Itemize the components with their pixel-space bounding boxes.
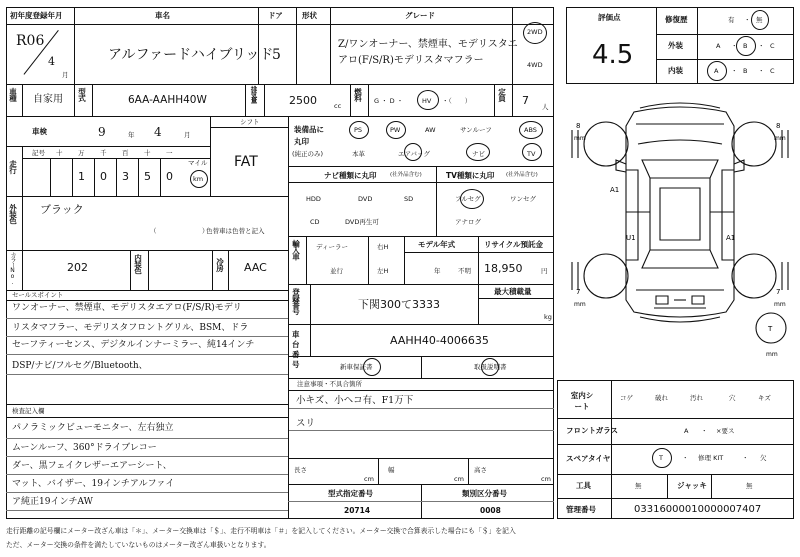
ext-dot2: ・ <box>758 42 765 50</box>
mileage-digit: 3 <box>122 170 129 183</box>
navi-dvd-play: DVD再生可 <box>345 218 379 226</box>
seat-item-4: 穴 <box>729 394 736 402</box>
mileage-digit: 5 <box>144 170 151 183</box>
diagram-mm-3: mm <box>574 301 586 308</box>
inspection-note-1: パノラミックビューモニター、左右独立 <box>12 423 174 433</box>
tools-value: 無 <box>635 482 642 490</box>
cooler-label: 冷房 <box>215 258 225 271</box>
cooler-value: AAC <box>244 261 267 274</box>
color-label: 外装色 <box>8 204 18 224</box>
kind-value: 自家用 <box>33 94 63 105</box>
chassis-value: AAHH40-4006635 <box>390 334 489 347</box>
jack-label: ジャッキ <box>677 481 707 490</box>
grade-line1: Z/ワンオーナー、禁煙車、モデリスタエ <box>338 39 518 50</box>
navi-hdd: HDD <box>306 195 321 203</box>
drive-2wd: 2WD <box>527 28 543 36</box>
new-warranty: 新車保証書 <box>340 363 373 371</box>
capacity-unit: 人 <box>542 103 549 111</box>
capacity-value: 7 <box>522 94 529 107</box>
color-paren: （ ） <box>150 227 209 235</box>
repair-no: 無 <box>756 16 763 24</box>
repair-label: 修復歴 <box>665 15 688 24</box>
shape-label: 形状 <box>302 11 317 20</box>
grade-label: グレード <box>405 11 435 20</box>
navi-sd: SD <box>404 195 414 203</box>
windshield-needs: ×要ス <box>716 427 735 435</box>
color-no-label: カラーNo. <box>9 252 16 285</box>
seat-item-2: 破れ <box>655 394 668 402</box>
first-reg-year: R06 <box>16 33 45 49</box>
navi-cd: CD <box>310 218 320 226</box>
diagram-spare-t: T <box>768 325 773 333</box>
first-reg-label: 初年度登録年月 <box>10 11 63 20</box>
import-right: 右H <box>377 243 389 251</box>
sales-points-label: セールスポイント <box>12 291 64 299</box>
first-reg-month: 4 <box>48 55 55 68</box>
sales-point-2: リスタマフラー、モデリスタフロントグリル、BSM、ドラ <box>12 323 249 333</box>
mileage-unit-label: 十 <box>56 149 63 157</box>
mileage-unit-label: 千 <box>100 149 107 157</box>
height-unit: cm <box>541 475 551 483</box>
displacement-unit: cc <box>334 102 342 110</box>
model-value: 6AA-AAHH40W <box>128 94 207 106</box>
exterior-label: 外装 <box>668 41 683 50</box>
int-a: A <box>714 67 719 75</box>
inspection-notes-label: 検査記入欄 <box>12 407 45 415</box>
length-label: 長さ <box>294 466 307 474</box>
diagram-u1: U1 <box>626 234 636 242</box>
inspection-note-2: ムーンルーフ、360°ドライブレコー <box>12 443 157 453</box>
reg-no-value: 下関300て3333 <box>358 298 440 311</box>
equip-pw: PW <box>390 126 401 134</box>
repair-dot: ・ <box>744 16 751 24</box>
tools-label: 工具 <box>576 481 591 490</box>
shift-label: シフト <box>240 118 260 126</box>
grade-line2: アロ(F/S/R)モデリスタマフラー <box>338 55 484 66</box>
first-reg-month-unit: 月 <box>62 71 69 79</box>
fuel-hv: HV <box>422 97 432 105</box>
import-label: 輸入車 <box>291 240 301 260</box>
footer-line-2: ただ、メーター交換の条件を満たしていないものはメーター改ざん車扱いとなります。 <box>6 541 271 549</box>
int-c: C <box>770 67 775 75</box>
import-left: 左H <box>377 267 389 275</box>
equip-leather: 本革 <box>352 150 365 158</box>
type-cert-label: 型式指定番号 <box>328 489 373 498</box>
chassis-label-1: 車台番号 <box>292 330 300 369</box>
ext-a: A <box>716 42 721 50</box>
reg-no-label: 登録番号 <box>291 288 301 314</box>
diagram-edge-8-left: 8 <box>576 122 581 130</box>
windshield-label: フロントガラス <box>566 426 619 435</box>
equip-ps: PS <box>354 126 363 134</box>
spare-kit: 修理 KIT <box>698 454 724 462</box>
diagram-mm-5: mm <box>766 351 778 358</box>
spare-label: スペアタイヤ <box>566 454 611 463</box>
model-label: 型式 <box>77 88 87 101</box>
inspection-month-unit: 月 <box>184 131 191 139</box>
max-load-label: 最大積載量 <box>494 287 532 296</box>
color-value: ブラック <box>40 203 84 216</box>
equip-aw: AW <box>425 126 436 134</box>
spare-dot1: ・ <box>682 454 689 462</box>
inspection-note-4: マット、バイザー、19インチアルファイ <box>12 479 175 489</box>
mileage-digit: 0 <box>100 170 107 183</box>
diagram-edge-8-right: 8 <box>776 122 781 130</box>
equip-sunroof: サンルーフ <box>460 126 492 134</box>
mileage-label: 走行 <box>8 160 18 173</box>
tv-type-title: TV種類に丸印 <box>446 171 495 180</box>
diagram-a1-front: A1 <box>610 186 620 194</box>
mile-label: マイル <box>188 159 208 167</box>
diagram-a1-rear: A1 <box>726 234 736 242</box>
equipment-label-3: (純正のみ) <box>292 150 324 158</box>
mileage-digit: 1 <box>78 170 85 183</box>
inspection-year-unit: 年 <box>128 131 135 139</box>
diagram-edge-7-left: 7 <box>576 288 581 296</box>
mileage-unit-label: 十 <box>144 149 151 157</box>
km-unit: km <box>193 175 204 183</box>
int-dot1: ・ <box>731 67 738 75</box>
model-year-label: モデル年式 <box>418 240 456 249</box>
sales-point-4: DSP/ナビ/フルセグ/Bluetooth、 <box>12 361 148 371</box>
int-dot2: ・ <box>758 67 765 75</box>
equip-tv: TV <box>527 150 536 158</box>
ext-dot1: ・ <box>731 42 738 50</box>
recycle-unit: 円 <box>541 267 548 275</box>
equip-airbag: エアバッグ <box>398 150 430 158</box>
score-value: 4.5 <box>592 40 634 70</box>
spare-none: 欠 <box>760 454 767 462</box>
interior-color-label: 内装色 <box>133 254 143 274</box>
seat-item-5: キズ <box>758 394 771 402</box>
model-year-unknown: 不明 <box>458 267 471 275</box>
ext-b: B <box>743 42 748 50</box>
width-unit: cm <box>454 475 464 483</box>
displacement-label: 排気量 <box>249 86 258 103</box>
tv-type-sub: (社外品含む) <box>506 172 538 178</box>
windshield-a: A <box>684 427 689 435</box>
fuel-rest: ・（ ） <box>442 97 472 105</box>
tv-analog: アナログ <box>455 218 481 226</box>
inspection-label: 車検 <box>32 127 47 136</box>
sales-point-3: セーフティーセンス、デジタルインナーミラー、純14インチ <box>12 340 255 350</box>
ext-c: C <box>770 42 775 50</box>
seat-item-3: 汚れ <box>690 394 703 402</box>
footer-line-1: 走行距離の記号欄にメーター改ざん車は「＊」、メーター交換車は「＄」、走行不明車は「＃」を記入してください。メーター交換で合算表示した場合にも「＄」を記入 <box>6 527 516 535</box>
equip-navi: ナビ <box>472 150 485 158</box>
manual: 取扱説明書 <box>474 363 507 371</box>
navi-dvd: DVD <box>358 195 373 203</box>
equipment-label-1: 装備品に <box>294 125 324 134</box>
fuel-label: 燃料 <box>353 88 363 101</box>
max-load-unit: kg <box>544 313 552 321</box>
door-label: ドア <box>268 11 283 20</box>
spare-t: T <box>659 454 663 462</box>
color-no-value: 202 <box>67 261 88 274</box>
jack-value: 無 <box>746 482 753 490</box>
seat-item-1: コゲ <box>620 394 633 402</box>
diagram-mm-1: mm <box>574 135 586 142</box>
mileage-unit-label: 百 <box>122 149 129 157</box>
drive-4wd: 4WD <box>527 61 543 69</box>
width-label: 幅 <box>388 466 395 474</box>
diagram-edge-7-right: 7 <box>776 288 781 296</box>
inspection-note-5: ア純正19インチAW <box>12 497 93 507</box>
interior-label: 内装 <box>668 66 683 75</box>
car-damage-diagram <box>564 100 796 372</box>
fuel-options: G ・ D ・ <box>374 97 404 105</box>
mgmt-value: 03316000010000007407 <box>634 504 762 515</box>
doors-value: 5 <box>272 47 281 63</box>
import-dealer: ディーラー <box>316 243 348 251</box>
car-name-value: アルファードハイブリッド <box>108 47 274 63</box>
displacement-value: 2500 <box>289 94 317 107</box>
equipment-label-2: 丸印 <box>294 137 309 146</box>
inspection-note-3: ダー、黒フェイクレザーエアーシート、 <box>12 461 172 471</box>
diagram-mm-2: mm <box>774 135 786 142</box>
inspection-month: 4 <box>154 125 162 139</box>
class-no-value: 0008 <box>480 506 501 515</box>
mileage-unit-label: 万 <box>78 149 85 157</box>
sales-point-1: ワンオーナー、禁煙車、モデリスタエアロ(F/S/R)モデリ <box>12 303 242 313</box>
import-parallel: 並行 <box>330 267 343 275</box>
diagram-mm-4: mm <box>774 301 786 308</box>
int-b: B <box>743 67 748 75</box>
seat-label: 室内シート <box>570 391 594 411</box>
color-note: 色替車は色替と記入 <box>206 227 265 235</box>
mgmt-label: 管理番号 <box>566 505 596 514</box>
equip-abs: ABS <box>524 126 537 134</box>
shift-value: FAT <box>234 154 258 170</box>
score-label: 評価点 <box>598 13 621 22</box>
height-label: 高さ <box>474 466 487 474</box>
repair-yes: 有 <box>728 16 735 24</box>
navi-type-sub: (社外品含む) <box>390 172 422 178</box>
type-cert-value: 20714 <box>344 506 371 515</box>
tv-fullseg: フルセグ <box>455 195 481 203</box>
navi-type-title: ナビ種類に丸印 <box>324 171 377 180</box>
mileage-unit-label: 一 <box>166 149 173 157</box>
notes-label: 注意事項・不具合箇所 <box>297 380 362 388</box>
recycle-value: 18,950 <box>484 262 523 275</box>
kind-label: 車種 <box>8 88 18 101</box>
car-name-label: 車名 <box>155 11 170 20</box>
windshield-dot: ・ <box>701 427 708 435</box>
tv-oneseg: ワンセグ <box>510 195 536 203</box>
model-year-unit: 年 <box>434 267 441 275</box>
notes-line1: 小キズ、小ヘコ有、F1万下 <box>296 395 414 406</box>
class-no-label: 類別区分番号 <box>462 489 507 498</box>
length-unit: cm <box>364 475 374 483</box>
inspection-year: 9 <box>98 125 106 139</box>
recycle-label: リサイクル預託金 <box>484 240 543 249</box>
capacity-label: 定員 <box>497 88 507 101</box>
mileage-digit: 0 <box>166 170 173 183</box>
notes-line2: スリ <box>296 418 316 429</box>
mileage-mark-label: 記号 <box>32 149 45 157</box>
spare-dot2: ・ <box>742 454 749 462</box>
